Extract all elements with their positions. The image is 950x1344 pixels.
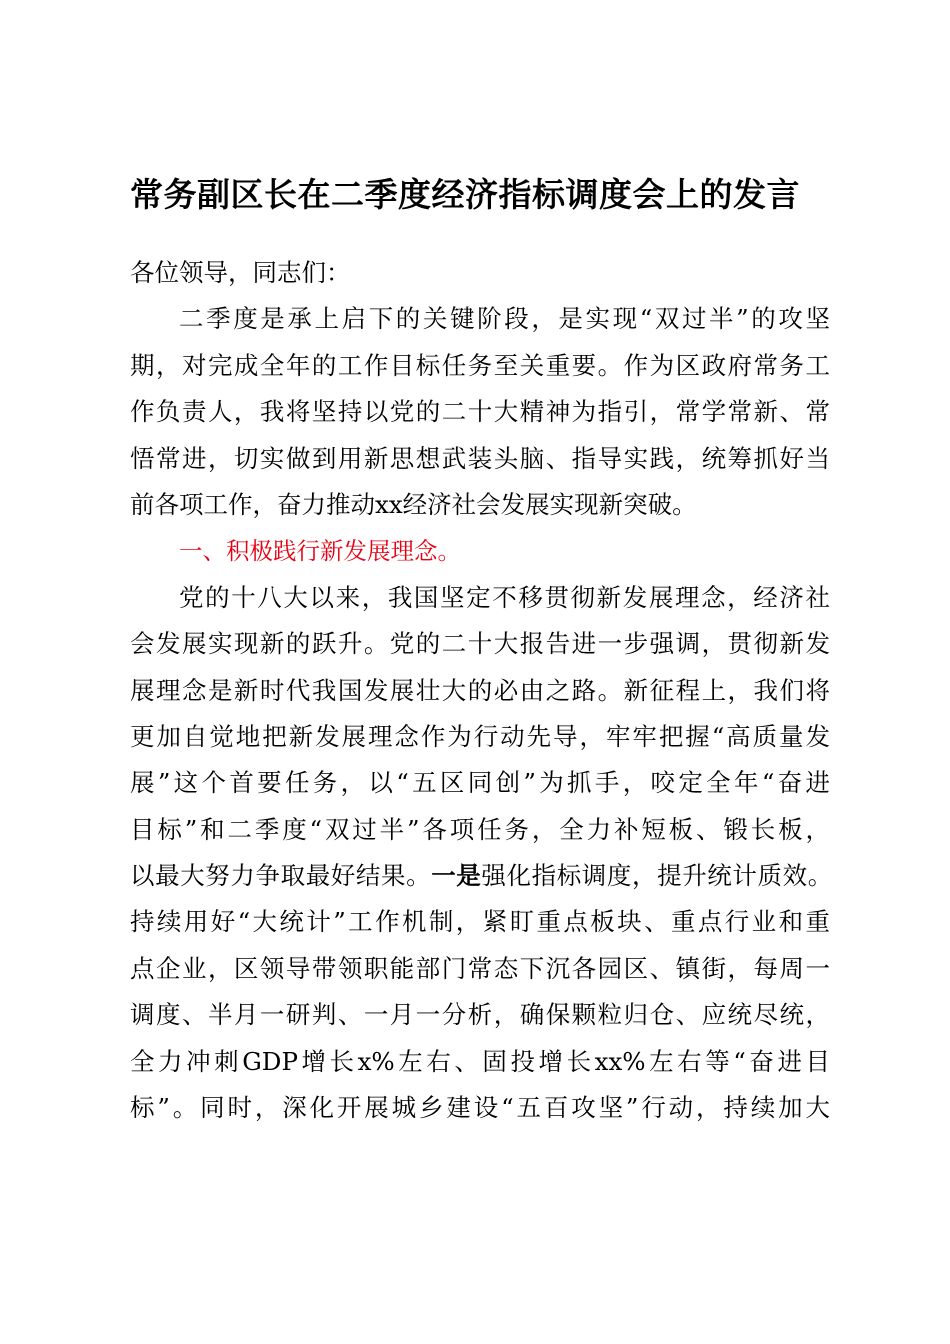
paragraph-line: 调度、半月一研判、一月一分析，确保颗粒归仓、应统尽统， bbox=[130, 1000, 830, 1030]
document-title: 常务副区长在二季度经济指标调度会上的发言 bbox=[130, 175, 800, 214]
paragraph-line: 持续用好“大统计”工作机制，紧盯重点板块、重点行业和重 bbox=[130, 907, 830, 937]
text-segment: 强化指标调度，提升统计质效。 bbox=[481, 861, 833, 891]
paragraph-line: 前各项工作，奋力推动xx经济社会发展实现新突破。 bbox=[130, 489, 697, 519]
document-body bbox=[130, 250, 833, 1131]
paragraph-line: 标”。同时，深化开展城乡建设“五百攻坚”行动，持续加大 bbox=[130, 1093, 830, 1123]
salutation: 各位领导，同志们： bbox=[130, 258, 351, 287]
text-segment: 以最大努力争取最好结果。 bbox=[130, 861, 432, 891]
paragraph-line-with-emphasis bbox=[130, 853, 833, 899]
paragraph-line: 党的十八大以来，我国坚定不移贯彻新发展理念，经济社 bbox=[179, 582, 830, 612]
paragraph-line: 目标”和二季度“双过半”各项任务，全力补短板、锻长板， bbox=[130, 814, 830, 844]
paragraph-line: 悟常进，切实做到用新思想武装头脑、指导实践，统筹抓好当 bbox=[130, 443, 830, 473]
paragraph-line: 展理念是新时代我国发展壮大的必由之路。新征程上，我们将 bbox=[130, 675, 830, 705]
paragraph-line: 作负责人，我将坚持以党的二十大精神为指引，常学常新、常 bbox=[130, 397, 830, 427]
paragraph-line: 期，对完成全年的工作目标任务至关重要。作为区政府常务工 bbox=[130, 350, 830, 380]
section-heading: 一、积极践行新发展理念。 bbox=[179, 537, 461, 566]
paragraph-line: 二季度是承上启下的关键阶段，是实现“双过半”的攻坚 bbox=[179, 304, 830, 334]
paragraph-line: 会发展实现新的跃升。党的二十大报告进一步强调，贯彻新发 bbox=[130, 629, 830, 659]
paragraph-line: 全力冲刺GDP增长x%左右、固投增长xx%左右等“奋进目 bbox=[130, 1046, 830, 1076]
paragraph-line: 更加自觉地把新发展理念作为行动先导，牢牢把握“高质量发 bbox=[130, 721, 830, 751]
paragraph-line: 展”这个首要任务，以“五区同创”为抓手，咬定全年“奋进 bbox=[130, 768, 830, 798]
paragraph-line: 点企业，区领导带领职能部门常态下沉各园区、镇街，每周一 bbox=[130, 953, 830, 983]
emphasis-first-point: 一是 bbox=[431, 861, 482, 891]
